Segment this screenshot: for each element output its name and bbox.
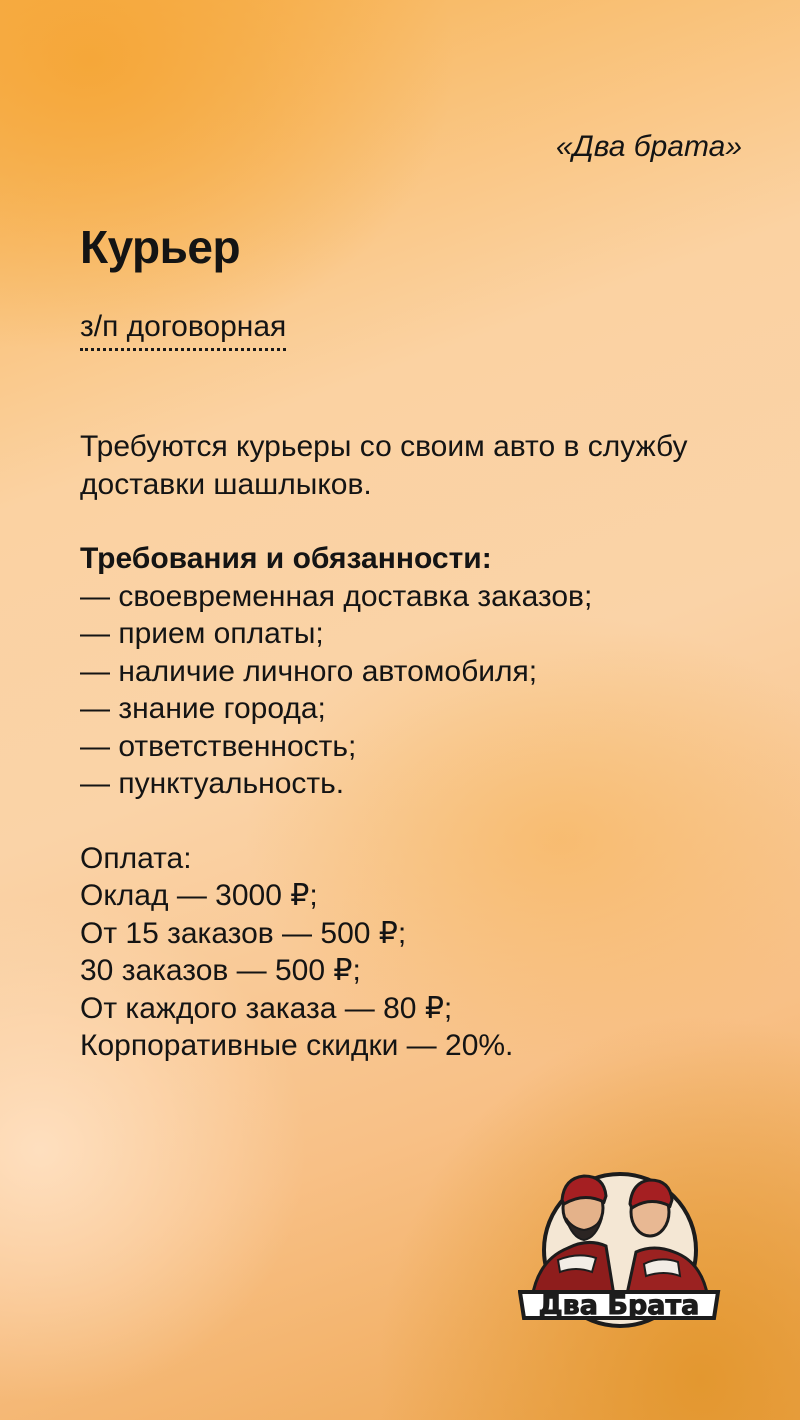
payment-item: От каждого заказа — 80 ₽; [80,991,453,1025]
payment-item: Оклад — 3000 ₽; [80,879,318,912]
requirements-heading: Требования и обязанности: [80,542,492,575]
requirement-item: — пунктуальность. [80,767,345,800]
brand-name: «Два брата» [555,130,742,163]
payment-item: От 15 заказов — 500 ₽; [80,916,407,950]
requirements-list [80,578,740,803]
payment-heading: Оплата: [80,841,192,875]
intro-line: доставки шашлыков. [80,467,372,501]
job-title: Курьер [80,221,241,273]
two-brothers-logo-icon [518,1168,722,1330]
job-description [80,428,740,1065]
intro-line: Требуются курьеры со своим авто в службу [80,430,688,463]
payment-list [80,877,740,1065]
payment-item: 30 заказов — 500 ₽; [80,954,361,987]
requirement-item: — знание города; [80,692,326,725]
salary-label: з/п договорная [80,310,286,351]
requirement-item: — ответственность; [80,729,357,763]
payment-item: Корпоративные скидки — 20%. [80,1029,514,1062]
requirement-item: — своевременная доставка заказов; [80,579,593,613]
requirement-item: — наличие личного автомобиля; [80,654,538,688]
requirement-item: — прием оплаты; [80,617,324,650]
logo-text: Два Брата [538,1290,700,1321]
